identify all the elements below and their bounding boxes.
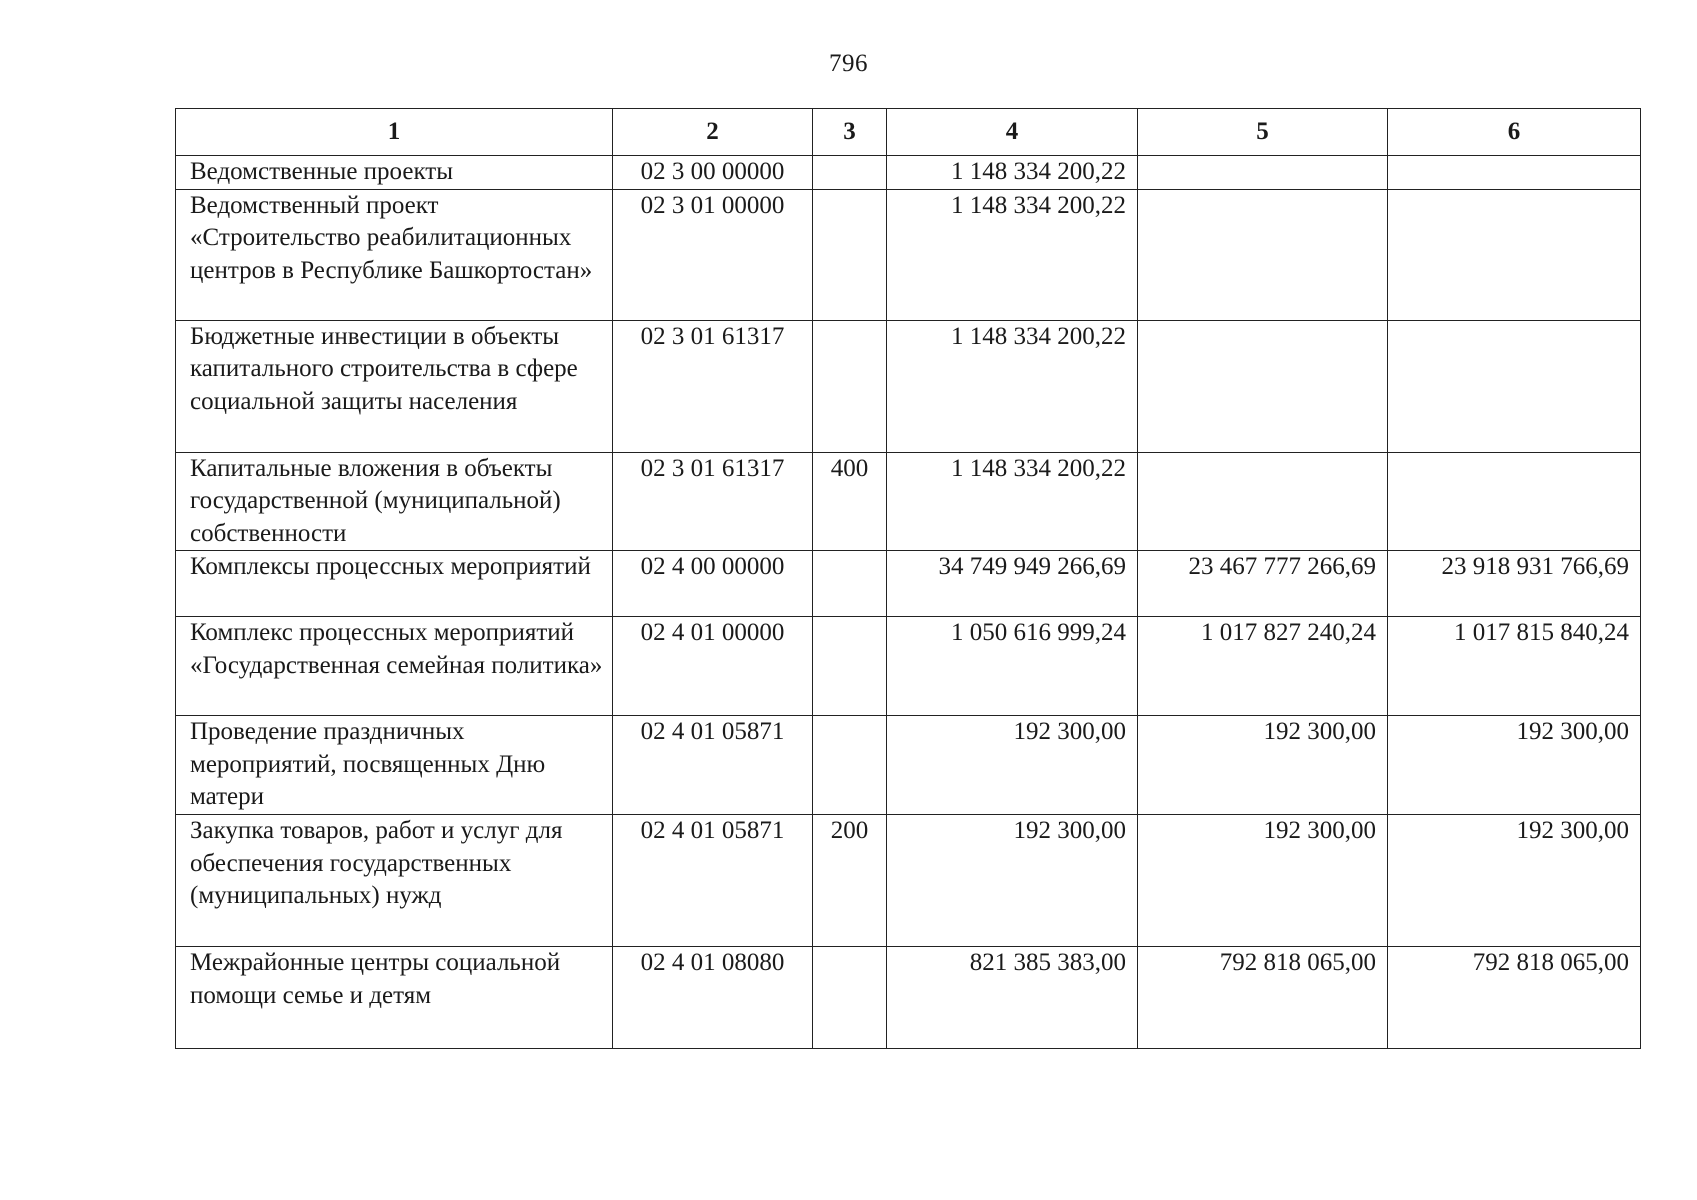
row-name: Межрайонные центры социальной помощи семье и детям xyxy=(176,947,613,1049)
row-code: 02 3 01 61317 xyxy=(613,452,813,551)
table-row xyxy=(176,452,1641,551)
row-value-col5: 792 818 065,00 xyxy=(1138,947,1388,1049)
row-type: 200 xyxy=(813,815,887,947)
row-value-col6: 192 300,00 xyxy=(1388,815,1641,947)
column-header-3: 3 xyxy=(813,109,887,156)
row-value-col5: 192 300,00 xyxy=(1138,716,1388,815)
row-value-col4: 1 148 334 200,22 xyxy=(887,320,1138,452)
row-type xyxy=(813,617,887,716)
row-value-col6: 23 918 931 766,69 xyxy=(1388,551,1641,617)
row-value-col5 xyxy=(1138,452,1388,551)
table-row xyxy=(176,716,1641,815)
row-name: Закупка товаров, работ и услуг для обеспечения государственных (муниципальных) нужд xyxy=(176,815,613,947)
header-row xyxy=(176,109,1641,156)
column-header-1: 1 xyxy=(176,109,613,156)
row-value-col6 xyxy=(1388,189,1641,320)
row-code: 02 3 00 00000 xyxy=(613,156,813,190)
row-value-col4: 192 300,00 xyxy=(887,815,1138,947)
table-row xyxy=(176,551,1641,617)
row-value-col4: 1 148 334 200,22 xyxy=(887,189,1138,320)
column-header-6: 6 xyxy=(1388,109,1641,156)
row-code: 02 4 01 08080 xyxy=(613,947,813,1049)
row-value-col6: 792 818 065,00 xyxy=(1388,947,1641,1049)
row-code: 02 4 01 05871 xyxy=(613,815,813,947)
row-value-col6 xyxy=(1388,452,1641,551)
page-number: 796 xyxy=(829,50,868,77)
row-value-col5: 192 300,00 xyxy=(1138,815,1388,947)
row-value-col4: 1 148 334 200,22 xyxy=(887,156,1138,190)
row-type xyxy=(813,156,887,190)
row-value-col4: 192 300,00 xyxy=(887,716,1138,815)
row-value-col6: 1 017 815 840,24 xyxy=(1388,617,1641,716)
row-name: Ведомственный проект «Строительство реабилитационных центров в Республике Башкортостан» xyxy=(176,189,613,320)
row-name: Ведомственные проекты xyxy=(176,156,613,190)
table-row xyxy=(176,947,1641,1049)
row-name: Капитальные вложения в объекты государственной (муниципальной) собственности xyxy=(176,452,613,551)
row-value-col6 xyxy=(1388,156,1641,190)
row-value-col5 xyxy=(1138,189,1388,320)
table-row xyxy=(176,189,1641,320)
row-value-col5: 23 467 777 266,69 xyxy=(1138,551,1388,617)
table-row xyxy=(176,320,1641,452)
row-code: 02 3 01 61317 xyxy=(613,320,813,452)
row-value-col4: 821 385 383,00 xyxy=(887,947,1138,1049)
row-value-col5: 1 017 827 240,24 xyxy=(1138,617,1388,716)
row-code: 02 4 00 00000 xyxy=(613,551,813,617)
row-value-col6 xyxy=(1388,320,1641,452)
row-type xyxy=(813,947,887,1049)
row-code: 02 4 01 05871 xyxy=(613,716,813,815)
row-value-col6: 192 300,00 xyxy=(1388,716,1641,815)
row-name: Комплексы процессных мероприятий xyxy=(176,551,613,617)
row-value-col4: 1 148 334 200,22 xyxy=(887,452,1138,551)
row-type xyxy=(813,189,887,320)
row-type: 400 xyxy=(813,452,887,551)
row-value-col4: 1 050 616 999,24 xyxy=(887,617,1138,716)
row-value-col4: 34 749 949 266,69 xyxy=(887,551,1138,617)
row-name: Комплекс процессных мероприятий «Государственная семейная политика» xyxy=(176,617,613,716)
row-code: 02 4 01 00000 xyxy=(613,617,813,716)
row-name: Бюджетные инвестиции в объекты капитального строительства в сфере социальной защиты населения xyxy=(176,320,613,452)
column-header-5: 5 xyxy=(1138,109,1388,156)
row-name: Проведение праздничных мероприятий, посвященных Дню матери xyxy=(176,716,613,815)
column-header-2: 2 xyxy=(613,109,813,156)
table-row xyxy=(176,617,1641,716)
row-value-col5 xyxy=(1138,156,1388,190)
column-header-4: 4 xyxy=(887,109,1138,156)
budget-table xyxy=(175,108,1641,1049)
row-code: 02 3 01 00000 xyxy=(613,189,813,320)
table-row xyxy=(176,156,1641,190)
row-type xyxy=(813,716,887,815)
row-type xyxy=(813,320,887,452)
table-row xyxy=(176,815,1641,947)
row-type xyxy=(813,551,887,617)
row-value-col5 xyxy=(1138,320,1388,452)
